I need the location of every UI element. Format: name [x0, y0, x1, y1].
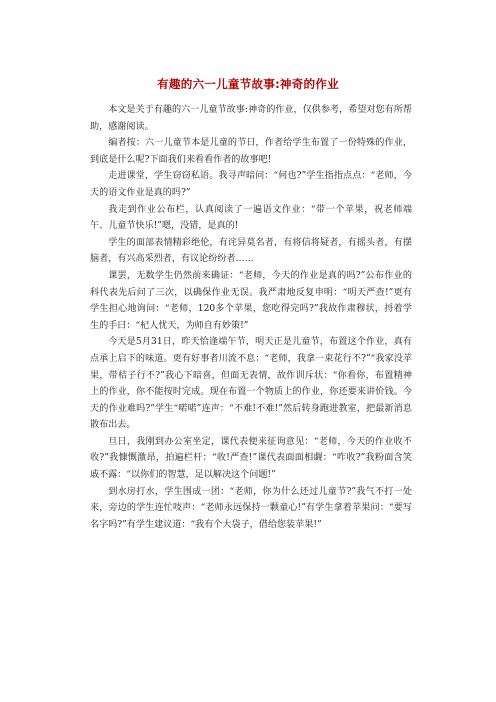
document-title: 有趣的六一儿童节故事:神奇的作业: [157, 77, 339, 91]
paragraph: 课罢，无数学生仍然前来确证：“老师，今天的作业是真的吗?”公布作业的科代表先后问了三次，以确保作业无误。我严肃地反复申明：“明天严查!”更有学生担心地询问：“老师，120多个苹果，您吃得完吗?”我故作肃穆状，捋着学生的手曰：“杞人忧天，为师自有妙策!”: [90, 270, 412, 331]
paragraph: 学生的面部表情精彩绝伦，有诧异莫名者，有将信将疑者，有摇头者，有摆脑者，有兴高采烈者，有议论纷纷者……: [90, 237, 412, 265]
paragraph: 今天是5月31日，昨天恰逢端午节，明天正是儿童节，布置这个作业，真有点承上启下的味道。更有好事者川流不息：“老师，我拿一束花行不?”“我家没苹果，带桔子行不?”我心下暗喜，但面无表情，故作训斥状：“你看你，布置精神上的作业，你不能按时完成。现在布置一个物质上的作业，你还要来讲价钱。今天的作业难吗?”学生“喏喏”连声：“不难!不难!”然后转身跑进教室，把最新消息散布出去。: [90, 337, 412, 431]
paragraph-intro: 本文是关于有趣的六一儿童节故事:神奇的作业，仅供参考，希望对您有所帮助，感谢阅读。: [90, 105, 412, 132]
paragraph: 走进课堂，学生窃窃私语。我寻声暗问：“何也?”学生指指点点：“老师，今天的语文作业是真的吗?”: [90, 171, 412, 198]
paragraph: 到水房打水，学生围成一团：“老师，你为什么还过儿童节?”我气不打一处来，旁边的学生连忙吱声：“老师永远保持一颗童心!”有学生拿着苹果问：“要写名字吗?”有学生建议道：“我有个大袋子，借给您装苹果!”: [90, 486, 412, 530]
paragraph-editor-note: 编者按：六一儿童节本是儿童的节日，作者给学生布置了一份特殊的作业，到底是什么呢?下面我们来看看作者的故事吧!: [90, 138, 412, 165]
paragraph: 我走到作业公布栏，认真阅读了一遍语文作业：“带一个苹果，祝老师端午、儿童节快乐!”嗯，没错，是真的!: [90, 204, 412, 232]
document-body: [90, 102, 412, 533]
paragraph: 旦日，我刚到办公室坐定，课代表便来征询意见：“老师，今天的作业收不收?”我慷慨激昂，拍遍栏杆：“收!严查!”课代表面面相觑：“咋收?”我粉面含笑戚不露：“以你们的智慧，足以解决这个问题!”: [90, 436, 412, 481]
